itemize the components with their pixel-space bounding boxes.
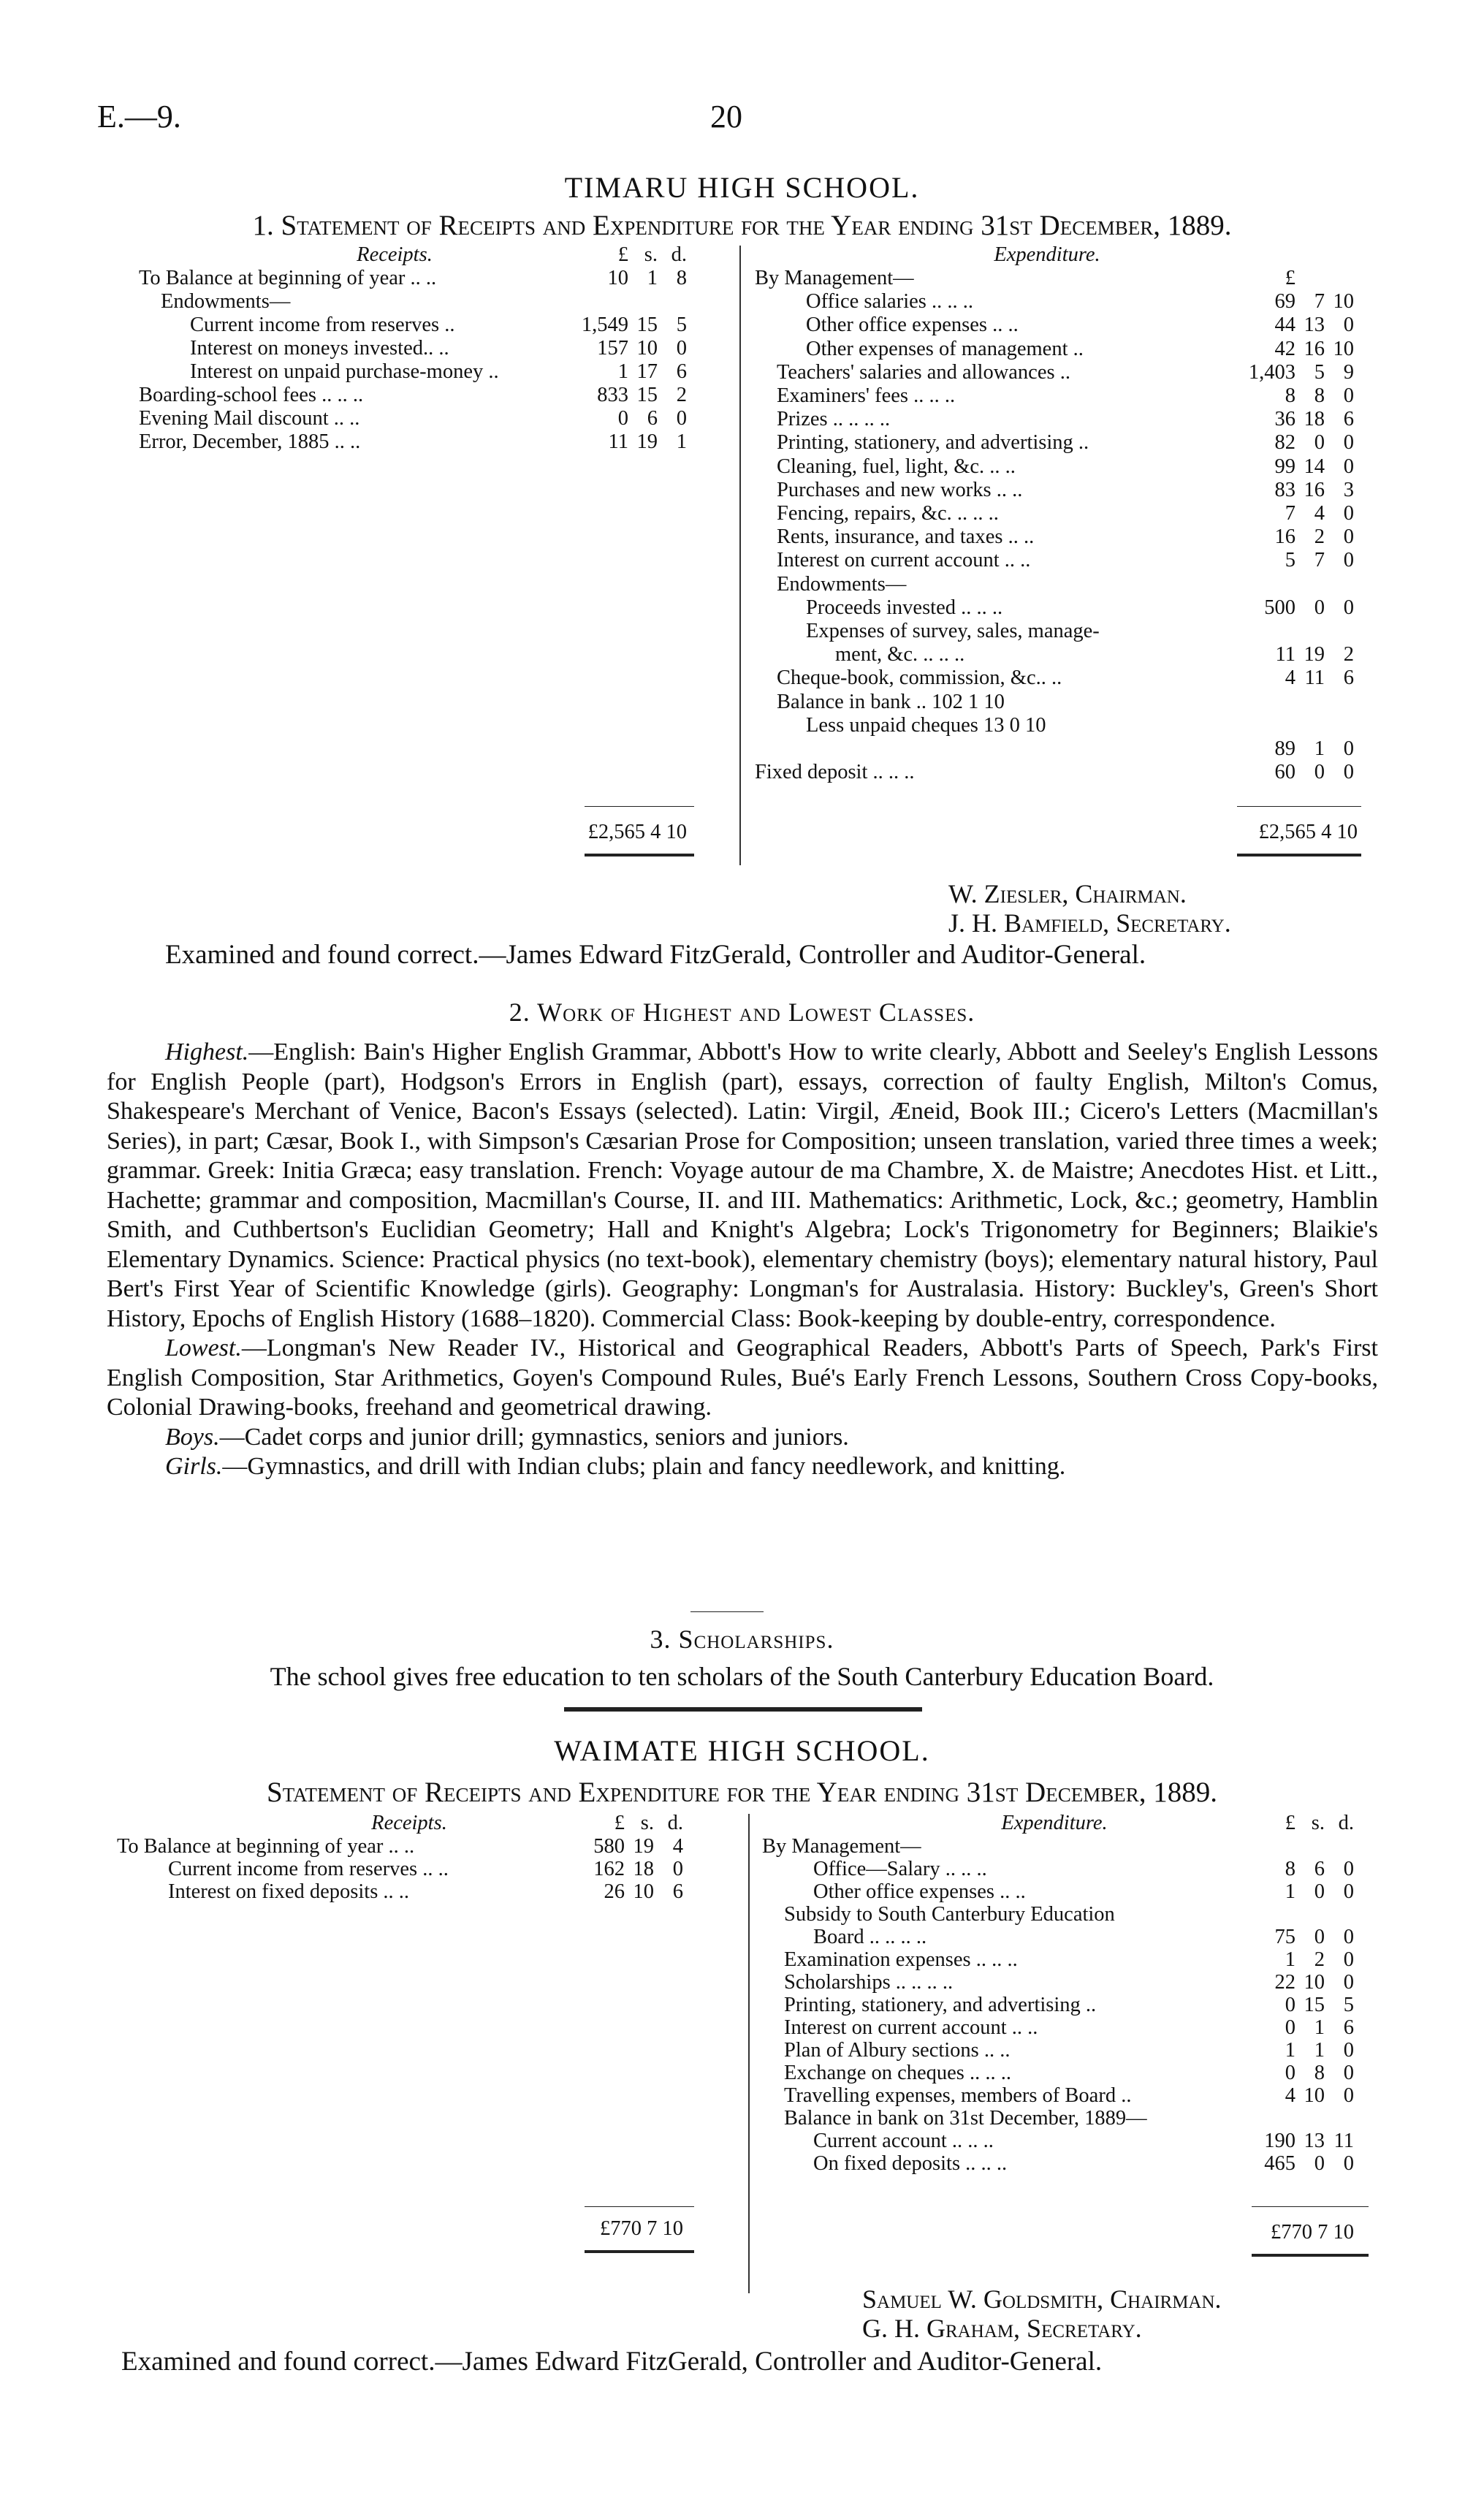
- ledger-pounds: 44: [1274, 314, 1295, 337]
- ledger-pence: 0: [1343, 2062, 1354, 2084]
- ledger-row: [755, 361, 1376, 384]
- ledger-row: [139, 290, 723, 314]
- ledger-pounds: 69: [1274, 290, 1295, 314]
- highest-label: Highest.: [165, 1038, 249, 1066]
- ledger-pounds: 42: [1274, 337, 1295, 360]
- ledger-pence: 0: [672, 1858, 683, 1880]
- ledger-pounds: 190: [1264, 2130, 1295, 2152]
- pounds-header: £: [1285, 1812, 1295, 1834]
- shillings-header: s.: [1311, 1812, 1325, 1834]
- series-reference: E.—9.: [97, 99, 181, 134]
- ledger-pence: 6: [1343, 2016, 1354, 2039]
- ledger-label: Interest on fixed deposits .. ..: [168, 1880, 410, 1903]
- ledger-pence: 11: [1333, 2130, 1354, 2152]
- ledger-pence: 2: [676, 384, 687, 406]
- ledger-label: Interest on current account .. ..: [784, 2016, 1038, 2039]
- ledger-shillings: 6: [1314, 1858, 1325, 1880]
- ledger-label: On fixed deposits .. .. ..: [813, 2152, 1008, 2175]
- ledger-label: Expenses of survey, sales, manage-: [806, 620, 1100, 642]
- work-section: [107, 1038, 1378, 1482]
- ledger-row: [755, 666, 1376, 690]
- ledger-row: [139, 384, 723, 407]
- ledger-row: [762, 2084, 1390, 2108]
- ledger-label: Subsidy to South Canterbury Education: [784, 1903, 1115, 1926]
- ledger-label: Current income from reserves ..: [190, 314, 455, 336]
- timaru-audit-note: Examined and found correct.—James Edward FitzGerald, Controller and Auditor-General.: [165, 940, 1146, 970]
- scholarships-heading: 3. Scholarships.: [650, 1625, 834, 1654]
- ledger-row: [755, 502, 1376, 525]
- ledger-label: Purchases and new works .. ..: [777, 478, 1023, 501]
- ledger-shillings: 0: [1314, 596, 1325, 619]
- lowest-paragraph: [107, 1334, 1378, 1423]
- ledger-shillings: 10: [633, 1880, 654, 1903]
- ledger-row: [755, 620, 1376, 643]
- ledger-shillings: 0: [1314, 2152, 1325, 2175]
- ledger-pence: 0: [1343, 1858, 1354, 1880]
- ledger-pence: 6: [1343, 408, 1354, 431]
- ledger-shillings: 1: [1314, 737, 1325, 760]
- ledger-pounds: 8: [1285, 384, 1295, 407]
- ledger-shillings: 10: [1304, 2084, 1325, 2107]
- waimate-title: WAIMATE HIGH SCHOOL.: [554, 1734, 930, 1767]
- waimate-statement-title: Statement of Receipts and Expenditure for the Year ending 31st December, 1889.: [267, 1777, 1217, 1808]
- ledger-label: Printing, stationery, and advertising ..: [777, 431, 1089, 455]
- timaru-title: TIMARU HIGH SCHOOL.: [564, 171, 920, 204]
- timaru-expenditure-table: [755, 243, 1376, 865]
- ledger-pence: 0: [1343, 2039, 1354, 2062]
- ledger-label: Office salaries .. .. ..: [806, 290, 973, 314]
- ledger-shillings: 2: [1314, 525, 1325, 549]
- ledger-label: Proceeds invested .. .. ..: [806, 596, 1003, 619]
- ledger-pounds: 10: [607, 267, 628, 289]
- ledger-shillings: 15: [636, 314, 658, 336]
- ledger-label: Interest on current account .. ..: [777, 549, 1031, 572]
- ledger-row: [755, 643, 1376, 666]
- ledger-label: Rents, insurance, and taxes .. ..: [777, 525, 1035, 549]
- ledger-pence: 6: [672, 1880, 683, 1903]
- ledger-shillings: 8: [1314, 384, 1325, 407]
- ledger-pence: 5: [1343, 1994, 1354, 2016]
- ledger-shillings: 11: [1304, 666, 1325, 690]
- ledger-shillings: 18: [633, 1858, 654, 1880]
- ledger-shillings: 18: [1304, 408, 1325, 431]
- ledger-pounds: 1,403: [1248, 360, 1295, 384]
- ledger-shillings: 17: [636, 360, 658, 383]
- timaru-receipts-table: [139, 243, 723, 865]
- ledger-label: Other expenses of management ..: [806, 337, 1084, 360]
- ledger-label: Other office expenses .. ..: [813, 1880, 1026, 1903]
- ledger-pounds: 1: [1285, 1880, 1295, 1903]
- ledger-label: Other office expenses .. ..: [806, 314, 1019, 337]
- ledger-shillings: 1: [1314, 2039, 1325, 2062]
- ledger-pence: 0: [1343, 1948, 1354, 1971]
- ledger-label: Endowments—: [161, 290, 291, 313]
- ledger-pence: 6: [676, 360, 687, 383]
- ledger-pounds: 157: [597, 337, 628, 360]
- receipts-total-row: [139, 821, 723, 844]
- timaru-secretary-signature: J. H. Bamfield, Secretary.: [948, 908, 1231, 938]
- ledger-label: Examiners' fees .. .. ..: [777, 384, 956, 407]
- expenditure-total-row: [762, 2221, 1390, 2244]
- ledger-row: [762, 2130, 1390, 2153]
- ledger-pence: 0: [1343, 431, 1354, 455]
- ledger-row: [755, 573, 1376, 596]
- ledger-label: Boarding-school fees .. .. ..: [139, 384, 364, 406]
- ledger-pence: 0: [1343, 2152, 1354, 2175]
- ledger-row: [762, 1835, 1390, 1858]
- ledger-label: Plan of Albury sections .. ..: [784, 2039, 1011, 2062]
- ledger-pence: 1: [676, 430, 687, 453]
- ledger-pence: 0: [1343, 314, 1354, 337]
- ledger-shillings: 13: [1304, 2130, 1325, 2152]
- ledger-label: Teachers' salaries and allowances ..: [777, 360, 1070, 384]
- ledger-shillings: 7: [1314, 549, 1325, 572]
- ledger-pence: 0: [676, 407, 687, 430]
- expenditure-heading: Expenditure.: [1001, 1812, 1108, 1834]
- boys-text: —Cadet corps and junior drill; gymnastics, seniors and juniors.: [219, 1423, 849, 1451]
- ledger-pence: 0: [1343, 502, 1354, 525]
- ledger-shillings: 15: [636, 384, 658, 406]
- ledger-label: Cheque-book, commission, &c.. ..: [777, 666, 1062, 690]
- ledger-pence: 0: [1343, 596, 1354, 619]
- ledger-pounds: 99: [1274, 455, 1295, 478]
- timaru-statement-title: 1. Statement of Receipts and Expenditure for the Year ending 31st December, 1889.: [252, 210, 1232, 241]
- ledger-row: [139, 337, 723, 360]
- ledger-row: [762, 2107, 1390, 2130]
- ledger-row: [755, 691, 1376, 714]
- ledger-row: [755, 384, 1376, 408]
- ledger-pence: 0: [1343, 1926, 1354, 1948]
- ledger-pounds: 1: [617, 360, 628, 383]
- ledger-pounds: 11: [1275, 643, 1295, 666]
- ledger-row: [139, 360, 723, 384]
- pounds-header: £: [614, 1812, 625, 1834]
- ledger-row: [762, 2062, 1390, 2085]
- ledger-shillings: 1: [647, 267, 658, 289]
- receipts-total: £770 7 10: [600, 2217, 683, 2240]
- ledger-pounds: 162: [593, 1858, 625, 1880]
- ledger-row: [762, 1994, 1390, 2017]
- ledger-shillings: 7: [1314, 290, 1325, 314]
- ledger-row: [755, 479, 1376, 502]
- receipts-heading: Receipts.: [357, 243, 433, 266]
- ledger-label: Endowments—: [777, 572, 907, 596]
- ledger-row: [139, 407, 723, 430]
- ledger-pence: 0: [1343, 2084, 1354, 2107]
- shillings-header: s.: [640, 1812, 654, 1834]
- ledger-pounds: 465: [1264, 2152, 1295, 2175]
- pence-header: d.: [667, 1812, 683, 1834]
- ledger-pounds: 83: [1274, 478, 1295, 501]
- major-divider: [564, 1707, 922, 1712]
- ledger-label: Interest on moneys invested.. ..: [190, 337, 449, 360]
- ledger-pounds: 4: [1285, 666, 1295, 690]
- ledger-pounds: 36: [1274, 408, 1295, 431]
- expenditure-header-row: [762, 1812, 1390, 1835]
- ledger-pence: 0: [676, 337, 687, 360]
- ledger-row: [762, 1880, 1390, 1904]
- ledger-label: Exchange on cheques .. .. ..: [784, 2062, 1012, 2084]
- expenditure-total: £2,565 4 10: [1258, 821, 1358, 843]
- waimate-chairman-signature: Samuel W. Goldsmith, Chairman.: [862, 2284, 1222, 2314]
- ledger-pounds: 16: [1274, 525, 1295, 549]
- receipts-header-row: [117, 1812, 731, 1835]
- ledger-label: Current account .. .. ..: [813, 2130, 994, 2152]
- ledger-row: [755, 314, 1376, 337]
- ledger-row: [762, 1971, 1390, 1994]
- ledger-shillings: 0: [1314, 1926, 1325, 1948]
- ledger-shillings: 10: [636, 337, 658, 360]
- scholarships-text: The school gives free education to ten scholars of the South Canterbury Education Board.: [270, 1662, 1214, 1691]
- ledger-label: Fencing, repairs, &c. .. .. ..: [777, 502, 999, 525]
- ledger-label: Examination expenses .. .. ..: [784, 1948, 1018, 1971]
- ledger-label: Prizes .. .. .. ..: [777, 408, 891, 431]
- ledger-shillings: 16: [1304, 478, 1325, 501]
- ledger-pounds: 580: [593, 1835, 625, 1858]
- ledger-pounds: 82: [1274, 431, 1295, 455]
- ledger-row: [762, 2016, 1390, 2040]
- ledger-row: [755, 338, 1376, 361]
- ledger-label: Current income from reserves .. ..: [168, 1858, 449, 1880]
- waimate-secretary-signature: G. H. Graham, Secretary.: [862, 2314, 1142, 2343]
- ledger-label: By Management—: [755, 267, 914, 289]
- ledger-row: [755, 596, 1376, 620]
- ledger-pence: 2: [1343, 643, 1354, 666]
- ledger-shillings: 6: [647, 407, 658, 430]
- ledger-label: Less unpaid cheques 13 0 10: [806, 713, 1046, 737]
- ledger-pence: 0: [1343, 549, 1354, 572]
- ledger-label: To Balance at beginning of year .. ..: [117, 1835, 415, 1858]
- waimate-receipts-table: [117, 1812, 731, 2294]
- ledger-pounds: 1,549: [581, 314, 628, 336]
- ledger-label: Cleaning, fuel, light, &c. .. ..: [777, 455, 1016, 478]
- ledger-shillings: 4: [1314, 502, 1325, 525]
- girls-paragraph: [107, 1452, 1378, 1482]
- pence-header: d.: [671, 243, 687, 266]
- expenditure-total: £770 7 10: [1271, 2221, 1354, 2244]
- ledger-shillings: 1: [1314, 2016, 1325, 2039]
- highest-text: —English: Bain's Higher English Grammar, Abbott's How to write clearly, Abbott and Seeley's English Lessons for English People (part), Hodgson's Errors in English (part), essays, correction of faulty English, Milton's Comus, Shakespeare's Merchant of Venice, Bacon's Essays (selected). Latin: Virgil, Æneid, Book III.; Cicero's Letters (Macmillan's Series), in part; Cæsar, Book I., with Simpson's Cæsarian Prose for Composition; unseen translation, varied three times a week; grammar. Greek: Initia Græca; easy translation. French: Voyage autour de ma Chambre, X. de Maistre; Anecdotes Hist. et Litt., Hachette; grammar and composition, Macmillan's Course, II. and III. Mathematics: Arithmetic, Lock, &c.; geometry, Hamblin Smith, and Cuthbertson's Euclidian Geometry; Hall and Knight's Algebra; Lock's Trigonometry for Beginners; Blaikie's Elementary Dynamics. Science: Practical physics (no text-book), elementary chemistry (boys); elementary natural history, Paul Bert's First Year of Scientific Knowledge (girls). Geography: Longman's for Australasia. History: Buckley's, Green's Short History, Epochs of English History (1688–1820). Commercial Class: Book-keeping by double-entry, correspondence.: [107, 1038, 1378, 1332]
- ledger-pence: 10: [1333, 337, 1354, 360]
- girls-text: —Gymnastics, and drill with Indian clubs; plain and fancy needlework, and knitting.: [222, 1453, 1066, 1480]
- ledger-label: Printing, stationery, and advertising ..: [784, 1994, 1097, 2016]
- ledger-row: [762, 1858, 1390, 1881]
- receipts-heading: Receipts.: [371, 1812, 447, 1834]
- ledger-label: Fixed deposit .. .. ..: [755, 761, 915, 784]
- ledger-row: [755, 737, 1376, 761]
- ledger-row: [755, 408, 1376, 431]
- ledger-label: Travelling expenses, members of Board ..: [784, 2084, 1132, 2107]
- ledger-shillings: 0: [1314, 761, 1325, 784]
- ledger-row: [755, 525, 1376, 549]
- ledger-pounds: 11: [608, 430, 628, 453]
- shillings-header: s.: [644, 243, 658, 266]
- ledger-label: Interest on unpaid purchase-money ..: [190, 360, 499, 383]
- ledger-shillings: 8: [1314, 2062, 1325, 2084]
- ledger-pence: 0: [1343, 761, 1354, 784]
- ledger-label: Board .. .. .. ..: [813, 1926, 927, 1948]
- lowest-text: —Longman's New Reader IV., Historical and Geographical Readers, Abbott's Parts of Speech, Park's First English Composition, Star Arithmetics, Goyen's Compound Rules, Bué's Early French Lessons, Southern Cross Copy-books, Colonial Drawing-books, freehand and geometrical drawing.: [107, 1334, 1378, 1421]
- ledger-row: [762, 2152, 1390, 2176]
- ledger-row: [755, 455, 1376, 479]
- ledger-shillings: 19: [1304, 643, 1325, 666]
- ledger-row: [762, 1903, 1390, 1926]
- ledger-shillings: 13: [1304, 314, 1325, 337]
- ledger-row: [117, 1880, 731, 1904]
- ledger-pence: 8: [676, 267, 687, 289]
- ledger-pence: 4: [672, 1835, 683, 1858]
- timaru-column-divider: [739, 246, 741, 865]
- ledger-shillings: 10: [1304, 1971, 1325, 1994]
- ledger-pounds: 60: [1274, 761, 1295, 784]
- ledger-shillings: 0: [1314, 431, 1325, 455]
- work-heading: 2. Work of Highest and Lowest Classes.: [509, 998, 975, 1027]
- ledger-pence: 0: [1343, 1971, 1354, 1994]
- waimate-audit-note: Examined and found correct.—James Edward FitzGerald, Controller and Auditor-General.: [121, 2347, 1103, 2377]
- waimate-column-divider: [748, 1814, 750, 2293]
- ledger-row: [762, 1926, 1390, 1949]
- ledger-row: [755, 714, 1376, 737]
- receipts-header-row: [139, 243, 723, 267]
- lowest-label: Lowest.: [165, 1334, 242, 1361]
- ledger-label: By Management—: [762, 1835, 921, 1858]
- ledger-row: [117, 1835, 731, 1858]
- ledger-pence: 0: [1343, 384, 1354, 407]
- ledger-pounds: 5: [1285, 549, 1295, 572]
- ledger-label: Balance in bank on 31st December, 1889—: [784, 2107, 1147, 2130]
- highest-paragraph: [107, 1038, 1378, 1334]
- receipts-total-row: [117, 2217, 731, 2241]
- ledger-label: Office—Salary .. .. ..: [813, 1858, 987, 1880]
- ledger-row: [139, 430, 723, 454]
- ledger-pounds: 0: [617, 407, 628, 430]
- ledger-pounds: 4: [1285, 2084, 1295, 2107]
- ledger-pence: 6: [1343, 666, 1354, 690]
- ledger-row: [755, 431, 1376, 455]
- timaru-chairman-signature: W. Ziesler, Chairman.: [948, 879, 1187, 908]
- pounds-header: £: [617, 243, 628, 266]
- ledger-shillings: 0: [1314, 1880, 1325, 1903]
- ledger-label: Evening Mail discount .. ..: [139, 407, 360, 430]
- ledger-label: Balance in bank .. 102 1 10: [777, 690, 1005, 713]
- boys-paragraph: [107, 1423, 1378, 1453]
- receipts-total: £2,565 4 10: [587, 821, 687, 843]
- boys-label: Boys.: [165, 1423, 220, 1451]
- pounds-header: £: [1285, 267, 1295, 289]
- ledger-pence: 0: [1343, 1880, 1354, 1903]
- ledger-label: ment, &c. .. .. ..: [835, 643, 965, 666]
- ledger-label: Scholarships .. .. .. ..: [784, 1971, 954, 1994]
- ledger-pounds: 26: [604, 1880, 625, 1903]
- girls-label: Girls.: [165, 1453, 223, 1480]
- ledger-pounds: 7: [1285, 502, 1295, 525]
- ledger-shillings: 14: [1304, 455, 1325, 478]
- pence-header: d.: [1338, 1812, 1354, 1834]
- ledger-pence: 10: [1333, 290, 1354, 314]
- ledger-shillings: 16: [1304, 337, 1325, 360]
- waimate-expenditure-table: [762, 1812, 1390, 2294]
- ledger-row: [762, 2039, 1390, 2062]
- ledger-shillings: 19: [633, 1835, 654, 1858]
- ledger-row: [762, 1948, 1390, 1972]
- expenditure-heading: Expenditure.: [994, 243, 1100, 266]
- ledger-row: [755, 290, 1376, 314]
- ledger-pence: 3: [1343, 478, 1354, 501]
- ledger-label: To Balance at beginning of year .. ..: [139, 267, 437, 289]
- ledger-pounds: 89: [1274, 737, 1295, 760]
- ledger-pence: 9: [1343, 360, 1354, 384]
- ledger-row: [755, 549, 1376, 572]
- ledger-pounds: 500: [1264, 596, 1295, 619]
- ledger-pence: 0: [1343, 455, 1354, 478]
- ledger-label: Error, December, 1885 .. ..: [139, 430, 361, 453]
- ledger-shillings: 15: [1304, 1994, 1325, 2016]
- ledger-pounds: 1: [1285, 1948, 1295, 1971]
- ledger-pounds: 75: [1274, 1926, 1295, 1948]
- ledger-pence: 0: [1343, 525, 1354, 549]
- ledger-pounds: 1: [1285, 2039, 1295, 2062]
- ledger-pence: 5: [676, 314, 687, 336]
- ledger-pence: 0: [1343, 737, 1354, 760]
- ledger-shillings: 5: [1314, 360, 1325, 384]
- ledger-shillings: 19: [636, 430, 658, 453]
- ledger-pounds: 0: [1285, 1994, 1295, 2016]
- ledger-row: [117, 1858, 731, 1881]
- ledger-pounds: 0: [1285, 2016, 1295, 2039]
- section-divider: [690, 1611, 764, 1612]
- ledger-pounds: 22: [1274, 1971, 1295, 1994]
- ledger-row: [755, 761, 1376, 784]
- ledger-pounds: 8: [1285, 1858, 1295, 1880]
- ledger-row: [139, 267, 723, 290]
- expenditure-total-row: [755, 821, 1376, 844]
- ledger-row: [139, 314, 723, 337]
- ledger-pounds: 833: [597, 384, 628, 406]
- ledger-pounds: 0: [1285, 2062, 1295, 2084]
- page-number: 20: [710, 99, 742, 134]
- ledger-shillings: 2: [1314, 1948, 1325, 1971]
